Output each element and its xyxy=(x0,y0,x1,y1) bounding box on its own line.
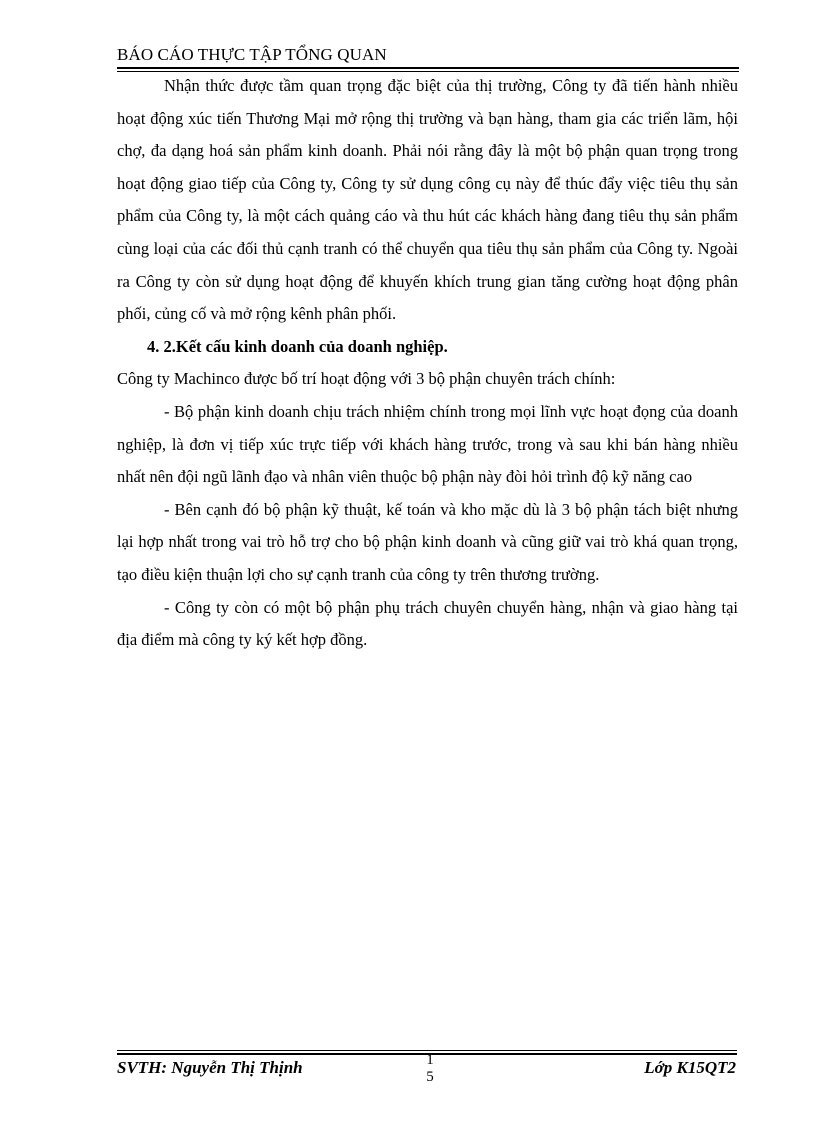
footer-student-name: SVTH: Nguyễn Thị Thịnh xyxy=(117,1058,303,1077)
page-number-digit-1: 1 xyxy=(426,1052,434,1068)
list-item-support-departments: - Bên cạnh đó bộ phận kỹ thuật, kế toán và kho mặc dù là 3 bộ phận tách biệt nhưng lại hợp nhất trong vai trò hỗ trợ cho bộ phận kinh doanh và cũng giữ vai trò khá quan trọng, tạo điều kiện thuận lợi cho sự cạnh tranh của công ty trên thương trường. xyxy=(117,499,738,584)
list-item-delivery-department: - Công ty còn có một bộ phận phụ trách chuyên chuyển hàng, nhận và giao hàng tại địa điểm mà công ty ký kết hợp đồng. xyxy=(117,597,738,650)
header-rule xyxy=(117,67,739,69)
page-number-digit-2: 5 xyxy=(426,1069,434,1085)
list-item-business-department: - Bộ phận kinh doanh chịu trách nhiệm chính trong mọi lĩnh vực hoạt đọng của doanh nghiệp, là đơn vị tiếp xúc trực tiếp với khách hàng trước, trong và sau khi bán hàng nhiều nhất nên đội ngũ lãnh đạo và nhân viên thuộc bộ phận này đòi hỏi trình độ kỹ năng cao xyxy=(117,401,738,487)
paragraph-market-promotion: Nhận thức được tầm quan trọng đặc biệt của thị trường, Công ty đã tiến hành nhiều hoạt động xúc tiến Thương Mại mở rộng thị trường và bạn hàng, tham gia các triển lãm, hội chợ, đa dạng hoá sản phẩm kinh doanh. Phải nói rằng đây là một bộ phận quan trọng trong hoạt động giao tiếp của Công ty, Công ty sử dụng công cụ này để thúc đẩy việc tiêu thụ sản phẩm của Công ty, là một cách quảng cáo và thu hút các khách hàng đang tiêu thụ sản phẩm cùng loại của các đối thủ cạnh tranh có thể chuyển qua tiêu thụ sản phẩm của Công ty. Ngoài ra Công ty còn sử dụng hoạt động để khuyến khích trung gian tăng cường hoạt động phân phối, củng cố và mở rộng kênh phân phối. xyxy=(117,76,738,324)
page-body xyxy=(117,70,738,657)
section-heading: 4. 2.Kết cấu kinh doanh của doanh nghiệp. xyxy=(147,336,448,356)
footer-rule-thin xyxy=(117,1050,737,1051)
header-title: BÁO CÁO THỰC TẬP TỔNG QUAN xyxy=(117,45,387,64)
footer-class: Lớp K15QT2 xyxy=(644,1058,736,1077)
page-number xyxy=(424,1052,436,1086)
paragraph-intro: Công ty Machinco được bố trí hoạt động với 3 bộ phận chuyên trách chính: xyxy=(117,369,616,389)
